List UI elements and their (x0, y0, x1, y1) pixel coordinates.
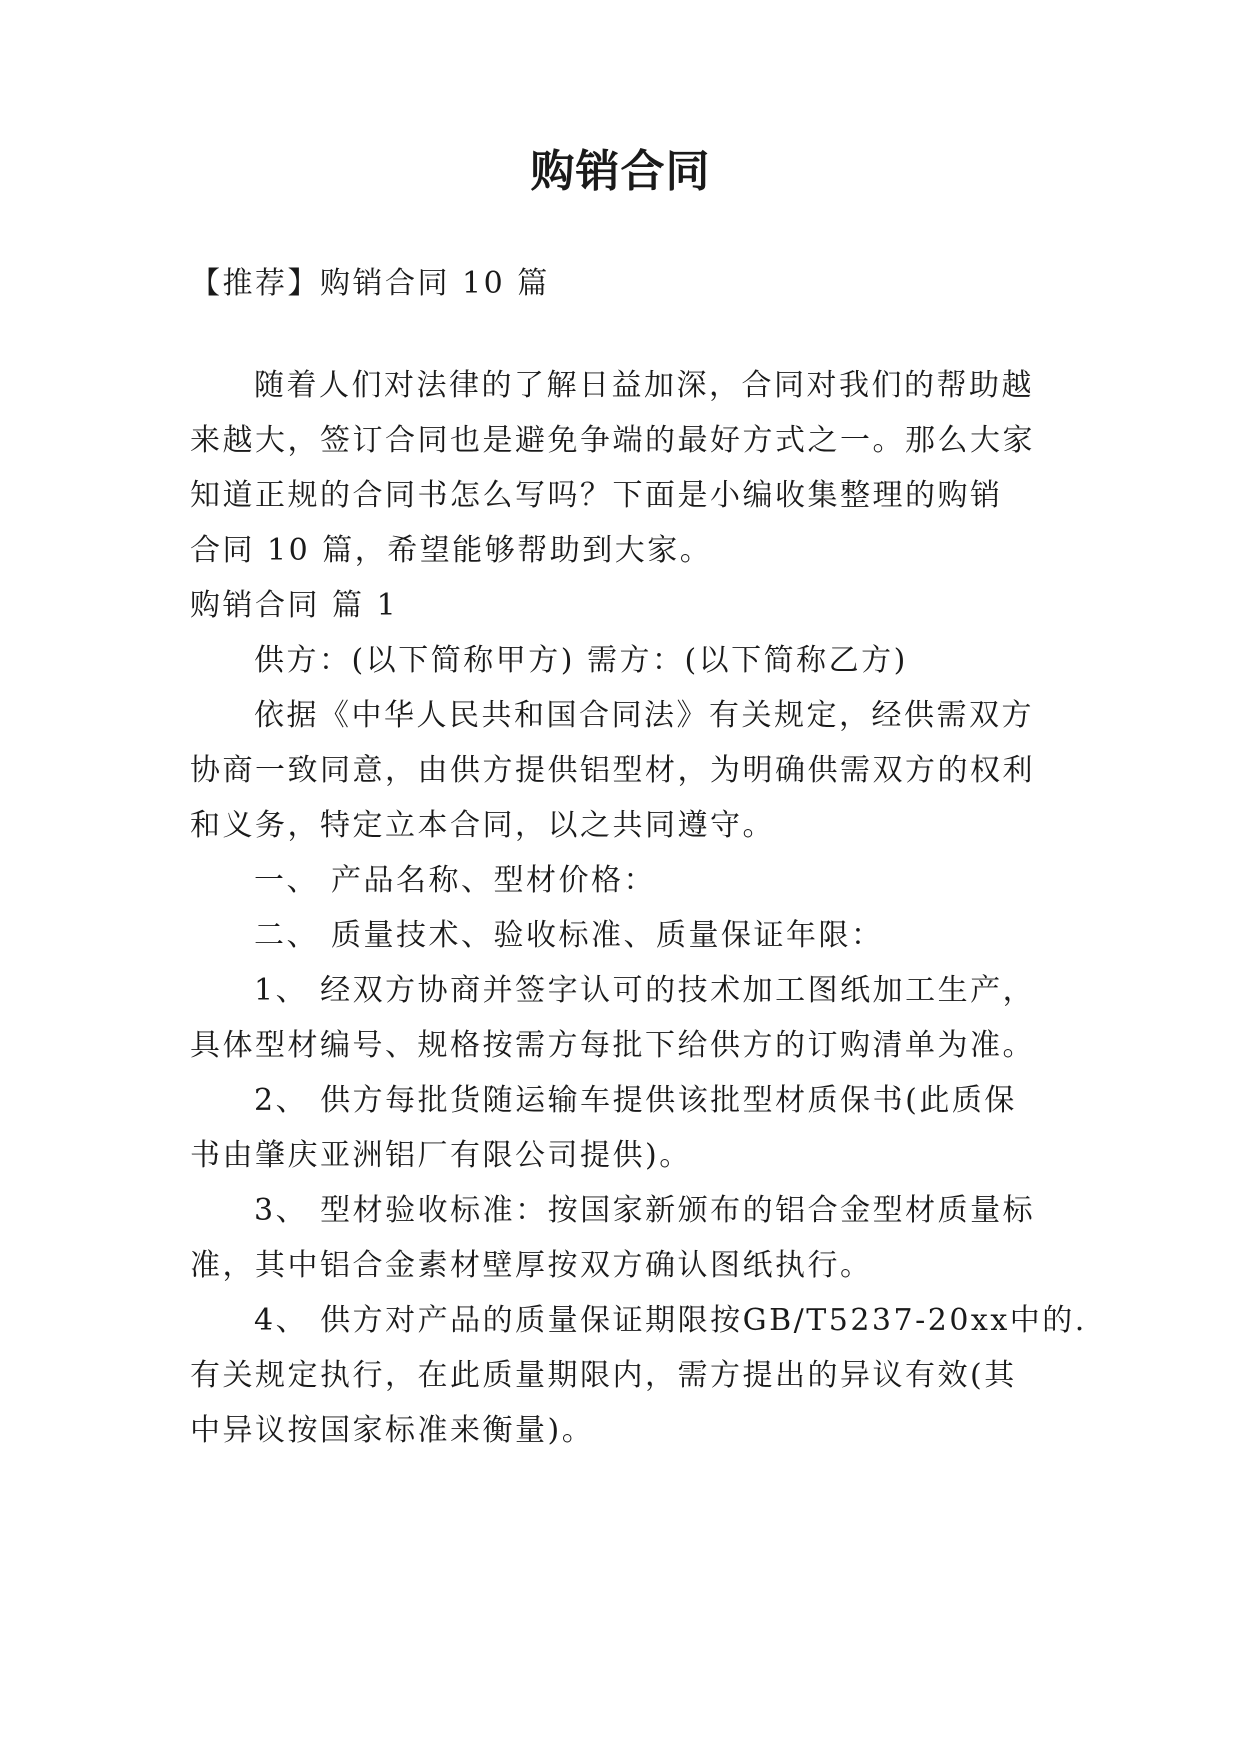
clause-1-line-2: 具体型材编号、规格按需方每批下给供方的订购清单为准。 (190, 1028, 1035, 1063)
clause-2-line-2: 书由肇庆亚洲铝厂有限公司提供)。 (190, 1138, 692, 1173)
clause-4-line-3: 中异议按国家标准来衡量)。 (190, 1413, 595, 1448)
basis-line-3: 和义务，特定立本合同，以之共同遵守。 (190, 808, 775, 843)
clause-3-line-2: 准，其中铝合金素材壁厚按双方确认图纸执行。 (190, 1248, 873, 1283)
clause-4-line-1: 4、 供方对产品的质量保证期限按GB/T5237-20xx中的. (254, 1303, 1087, 1338)
document-title: 购销合同 (530, 146, 711, 197)
intro-line-1: 随着人们对法律的了解日益加深，合同对我们的帮助越 (254, 368, 1034, 403)
clause-3-line-1: 3、 型材验收标准：按国家新颁布的铝合金型材质量标 (254, 1193, 1036, 1228)
clause-1-line-1: 1、 经双方协商并签字认可的技术加工图纸加工生产， (254, 973, 1036, 1008)
basis-line-1: 依据《中华人民共和国合同法》有关规定，经供需双方 (254, 698, 1034, 733)
item-two: 二、 质量技术、验收标准、质量保证年限： (254, 918, 884, 953)
section-heading: 购销合同 篇 1 (190, 588, 399, 623)
clause-4-line-2: 有关规定执行，在此质量期限内，需方提出的异议有效(其 (190, 1358, 1017, 1393)
intro-line-3: 知道正规的合同书怎么写吗？下面是小编收集整理的购销 (190, 478, 1003, 513)
basis-line-2: 协商一致同意，由供方提供铝型材，为明确供需双方的权利 (190, 753, 1035, 788)
parties-line: 供方：(以下简称甲方) 需方：(以下简称乙方) (254, 643, 908, 678)
item-one: 一、 产品名称、型材价格： (254, 863, 657, 898)
document-subtitle: 【推荐】购销合同 10 篇 (190, 266, 550, 301)
intro-line-4: 合同 10 篇，希望能够帮助到大家。 (190, 533, 713, 568)
intro-line-2: 来越大，签订合同也是避免争端的最好方式之一。那么大家 (190, 423, 1035, 458)
clause-2-line-1: 2、 供方每批货随运输车提供该批型材质保书(此质保 (254, 1083, 1017, 1118)
